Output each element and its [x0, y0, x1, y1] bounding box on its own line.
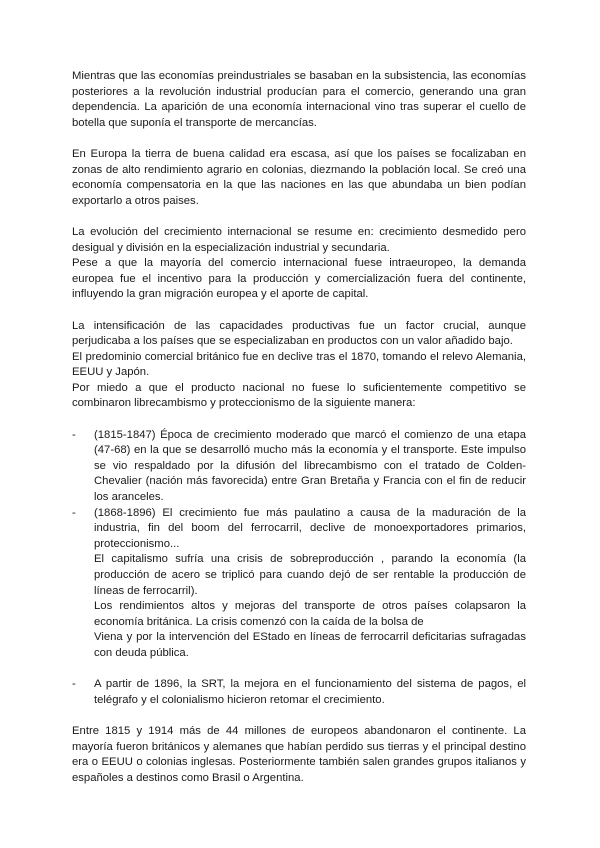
bullet-1815-1847: (1815-1847) Época de crecimiento moderado que marcó el comienzo de una etapa (47-68) en la que se desarrolló mucho más la economía y el transporte. Este impulso se vio respaldado por la difusión del librecambismo con el tratado de Colden-Chevalier (nación más favorecida) entre Gran Bretaña y Francia con el fin de reducir los aranceles. — [94, 428, 526, 504]
paragraph-migration: Entre 1815 y 1914 más de 44 millones de europeos abandonaron el continente. La mayoría fueron británicos y alemanes que habían perdido sus tierras y el principal destino era o EEUU o colonias inglesas. Posteriormente también salen grandes grupos italianos y españoles a destinos como Brasil o Argentina. — [72, 724, 526, 784]
spacer — [72, 412, 526, 428]
paragraph-preindustrial: Mientras que las economías preindustriales se basaban en la subsistencia, las economías posteriores a la revolución industrial producían para el comercio, generando una gran dependencia. La aparición de una economía internacional vino tras superar el cuello de botella que suponía el transporte de mercancías. — [72, 70, 526, 129]
spacer — [72, 131, 526, 147]
list-item — [72, 428, 526, 506]
paragraph-british-decline: El predominio comercial británico fue en declive tras el 1870, tomando el relevo Alemania, EEUU y Japón. — [72, 350, 526, 379]
spacer — [72, 209, 526, 225]
paragraph-protectionism: Por miedo a que el producto nacional no fuese lo suficientemente competitivo se combinaron librecambismo y proteccionismo de la siguiente manera: — [72, 381, 526, 410]
spacer — [72, 708, 526, 724]
bullet-overproduction: El capitalismo sufría una crisis de sobreproducción , parando la economía (la producción de acero se triplicó para cuando dejó de ser rentable la producción de líneas de ferrocarril). — [94, 553, 526, 597]
list-item — [72, 677, 526, 708]
paragraph-evolution: La evolución del crecimiento internacional se resume en: crecimiento desmedido pero desigual y división en la especialización industrial y secundaria. — [72, 225, 526, 254]
spacer — [72, 303, 526, 319]
paragraph-intraeuropean: Pese a que la mayoría del comercio internacional fuese intraeuropeo, la demanda europea fue el incentivo para la producción y comercialización fuera del continente, influyendo la gran migración europea y el aporte de capital. — [72, 257, 526, 301]
dash-marker: - — [72, 428, 76, 441]
list-item — [72, 506, 526, 662]
dash-marker: - — [72, 678, 76, 691]
bullet-vienna: Viena y por la intervención del EStado en líneas de ferrocarril deficitarias sufragadas con deuda pública. — [94, 631, 526, 659]
bullet-1896: A partir de 1896, la SRT, la mejora en el funcionamiento del sistema de pagos, el telégrafo y el colonialismo hicieron retomar el crecimiento. — [94, 678, 526, 706]
dash-marker: - — [72, 506, 76, 519]
spacer — [72, 662, 526, 678]
document-body — [72, 69, 526, 786]
paragraph-europe-land: En Europa la tierra de buena calidad era escasa, así que los países se focalizaban en zonas de alto rendimiento agrario en colonias, diezmando la población local. Se creó una economía compensatoria en la que las naciones en las que abundaba un bien podían exportarlo a otros paises. — [72, 147, 526, 207]
bullet-british-collapse: Los rendimientos altos y mejoras del transporte de otros países colapsaron la economía británica. La crisis comenzó con la caída de la bolsa de — [94, 600, 526, 628]
bullet-list — [72, 428, 526, 709]
paragraph-intensification: La intensificación de las capacidades productivas fue un factor crucial, aunque perjudicaba a los países que se especializaban en productos con un valor añadido bajo. — [72, 319, 526, 348]
bullet-1868-1896: (1868-1896) El crecimiento fue más paulatino a causa de la maduración de la industria, fin del boom del ferrocarril, declive de monoexportadores primarios, proteccionismo... — [94, 506, 526, 550]
